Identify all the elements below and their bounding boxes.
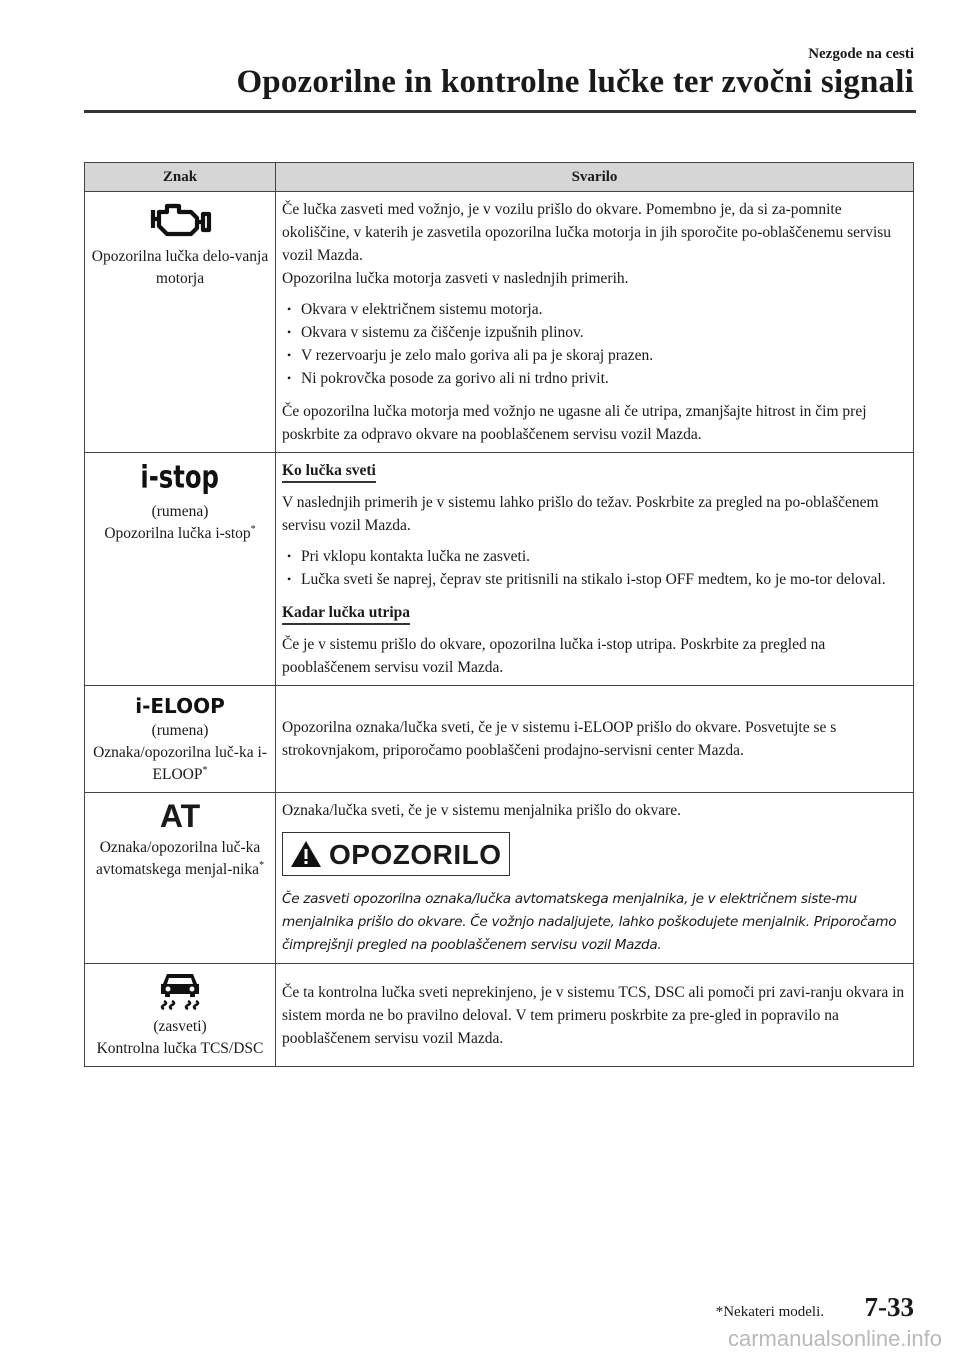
symbol-label xyxy=(91,837,269,881)
page-number: 7-33 xyxy=(864,1292,914,1322)
table-row xyxy=(85,453,914,686)
list-item: • Okvara v sistemu za čiščenje izpušnih plinov. xyxy=(282,321,905,344)
warning-text: Če zasveti opozorilna oznaka/lučka avtomatskega menjalnika, je v električnem siste-mu menjalnika prišlo do okvare. Če vožnjo nadaljujete, lahko poškodujete menjalnik. Priporočamo čimprejšnji pregled na pooblaščenem servisu vozil Mazda. xyxy=(282,891,897,953)
tcs-dsc-icon xyxy=(157,970,203,1010)
warning-box xyxy=(282,832,510,876)
footnote: *Nekateri modeli. xyxy=(715,1304,824,1320)
symbol-cell xyxy=(85,453,276,686)
symbol-label: Kontrolna lučka TCS/DSC xyxy=(96,1040,264,1057)
warning-intro: Če lučka zasveti med vožnjo, je v vozilu prišlo do okvare. Pomembno je, da si za-pomnite okoliščine, v katerih je zasvetila opozorilna lučka motorja in jih sporočite po-oblaščenemu servisu vozil Mazda. xyxy=(282,201,892,264)
warning-lights-table xyxy=(84,162,914,1067)
col-header-symbol: Znak xyxy=(85,163,276,192)
symbol-color: (rumena) xyxy=(151,722,209,739)
asterisk: * xyxy=(202,764,208,776)
engine-check-icon xyxy=(147,198,213,240)
warning-intro-2: Opozorilna lučka motorja zasveti v naslednjih primerih. xyxy=(282,270,629,287)
table-row xyxy=(85,192,914,453)
table-header-row xyxy=(85,163,914,192)
symbol-cell xyxy=(85,686,276,793)
header-rule xyxy=(84,110,916,113)
paragraph: Če je v sistemu prišlo do okvare, opozorilna lučka i-stop utripa. Poskrbite za pregled na pooblaščenem servisu vozil Mazda. xyxy=(282,636,826,676)
section-title: Nezgode na cesti xyxy=(808,46,914,62)
i-eloop-icon-text: i-ELOOP xyxy=(135,694,225,718)
symbol-label-text: Oznaka/opozorilna luč-ka avtomatskega menjal-nika xyxy=(95,839,261,878)
warning-cell xyxy=(276,192,914,453)
bullet-list xyxy=(282,545,905,591)
table-row xyxy=(85,793,914,964)
list-item: • Ni pokrovčka posode za gorivo ali ni trdno privit. xyxy=(282,367,905,390)
table-row xyxy=(85,686,914,793)
i-stop-icon xyxy=(140,458,219,496)
warning-triangle-icon xyxy=(289,839,323,869)
symbol-label xyxy=(91,742,269,786)
subheading-lit: Ko lučka sveti xyxy=(282,460,376,483)
list-item: • Okvara v električnem sistemu motorja. xyxy=(282,298,905,321)
symbol-color: (zasveti) xyxy=(153,1018,207,1035)
symbol-cell xyxy=(85,192,276,453)
symbol-label xyxy=(91,523,269,545)
paragraph: V naslednjih primerih je v sistemu lahko prišlo do težav. Poskrbite za pregled na po-oblaščenem servisu vozil Mazda. xyxy=(282,494,879,534)
i-eloop-icon xyxy=(135,692,225,718)
col-header-warning: Svarilo xyxy=(276,163,914,192)
paragraph: Če ta kontrolna lučka sveti neprekinjeno, je v sistemu TCS, DSC ali pomoči pri zavi-ranju okvara in sistem morda ne bo pravilno deloval. V tem primeru poskrbite za pre-gled in popravilo na pooblaščenem servisu vozil Mazda. xyxy=(282,983,905,1047)
bullet-list xyxy=(282,298,905,390)
symbol-label: Opozorilna lučka delo-vanja motorja xyxy=(91,248,269,287)
list-item: • Pri vklopu kontakta lučka ne zasveti. xyxy=(282,545,905,568)
watermark: carmanualsonline.info xyxy=(727,1326,942,1351)
table-row xyxy=(85,964,914,1067)
i-stop-icon-text: i-stop xyxy=(140,458,219,496)
symbol-cell xyxy=(85,964,276,1067)
warning-cell xyxy=(276,964,914,1067)
asterisk: * xyxy=(259,859,265,871)
warning-cell xyxy=(276,686,914,793)
symbol-color: (rumena) xyxy=(151,503,209,520)
at-icon: AT xyxy=(159,798,201,834)
warning-label: OPOZORILO xyxy=(329,838,502,870)
warning-outro: Če opozorilna lučka motorja med vožnjo ne ugasne ali če utripa, zmanjšajte hitrost in čim prej poskrbite za odpravo okvare na pooblaščenem servisu vozil Mazda. xyxy=(282,403,867,443)
page-title: Opozorilne in kontrolne lučke ter zvočni signali xyxy=(236,64,914,100)
subheading-blink: Kadar lučka utripa xyxy=(282,602,410,625)
asterisk: * xyxy=(250,523,256,535)
symbol-label-text: Opozorilna lučka i-stop xyxy=(104,525,251,542)
list-item: • Lučka sveti še naprej, čeprav ste pritisnili na stikalo i-stop OFF medtem, ko je mo-tor deloval. xyxy=(282,568,905,591)
symbol-label-text: Oznaka/opozorilna luč-ka i-ELOOP xyxy=(93,744,267,783)
paragraph: Opozorilna oznaka/lučka sveti, če je v sistemu i-ELOOP prišlo do okvare. Posvetujte se s strokovnjakom, priporočamo pooblaščeni prodajno-servisni center Mazda. xyxy=(282,719,837,759)
symbol-cell xyxy=(85,793,276,964)
paragraph: Oznaka/lučka sveti, če je v sistemu menjalnika prišlo do okvare. xyxy=(282,802,682,819)
warning-cell xyxy=(276,453,914,686)
warning-cell xyxy=(276,793,914,964)
list-item: • V rezervoarju je zelo malo goriva ali pa je skoraj prazen. xyxy=(282,344,905,367)
